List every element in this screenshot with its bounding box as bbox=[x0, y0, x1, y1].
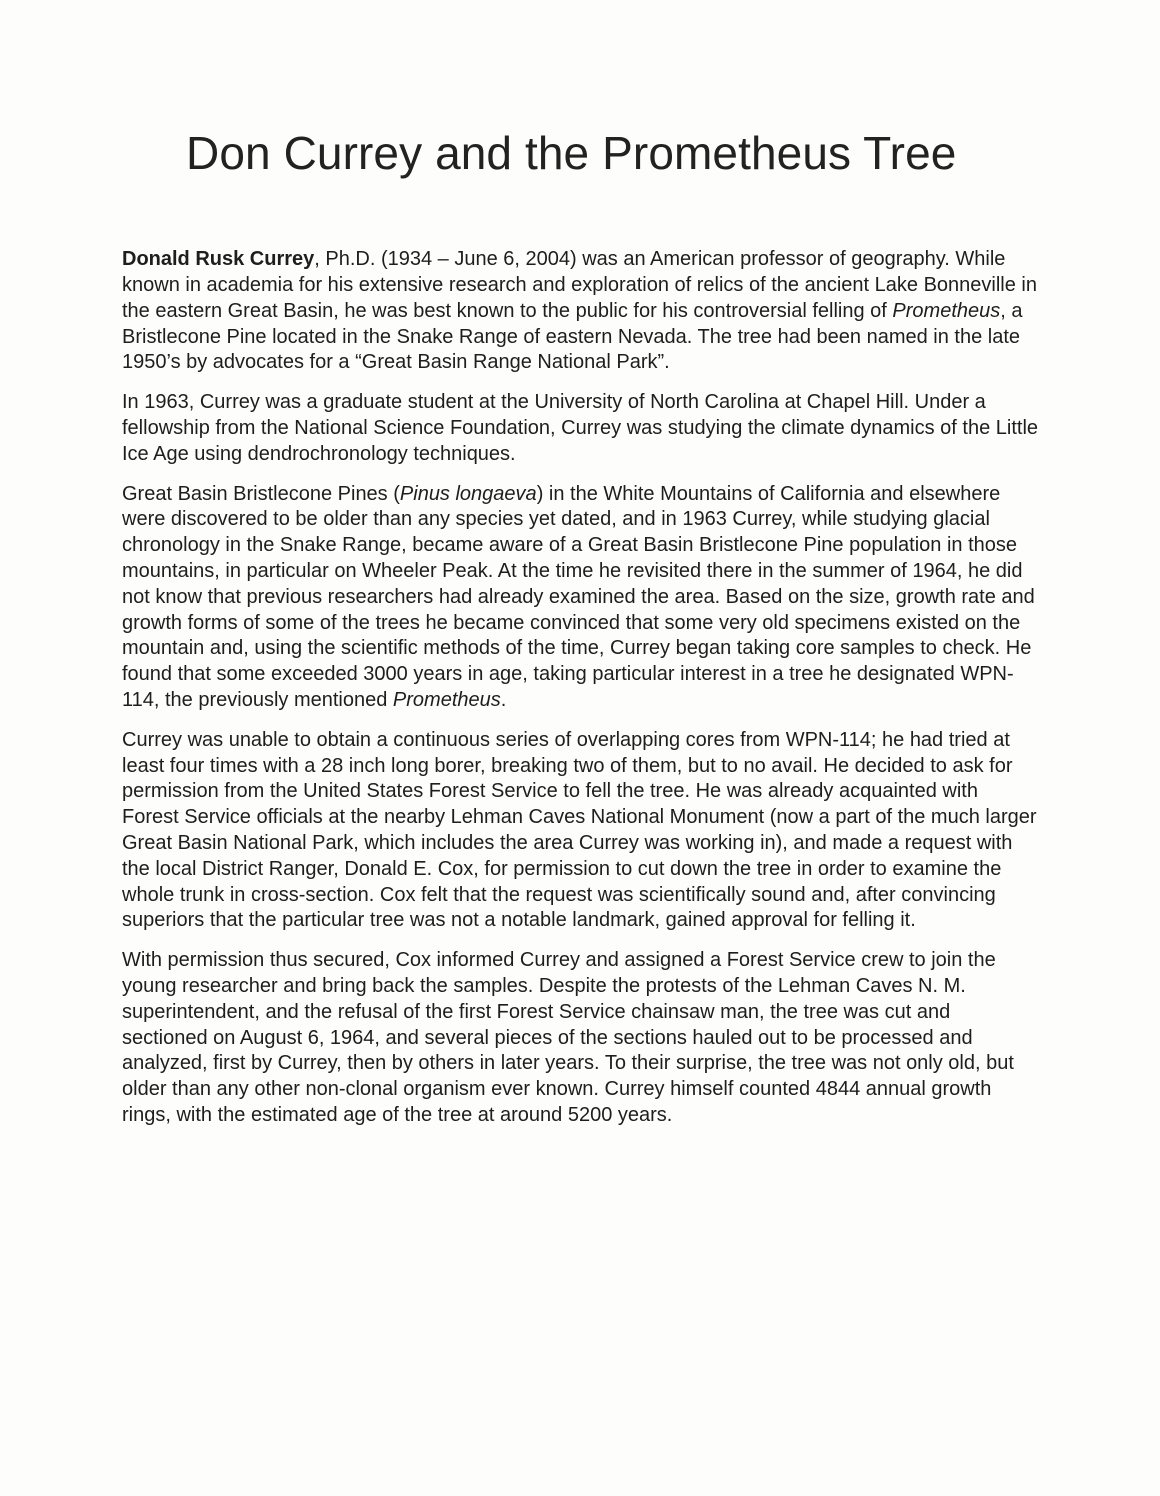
paragraph-1963 bbox=[122, 390, 1040, 467]
text-run: With permission thus secured, Cox informed Currey and assigned a Forest Service crew to join the young researcher and bring back the samples. Despite the protests of the Lehman Caves N. M. superintendent, and the refusal of the first Forest Service chainsaw man, the tree was cut and sectioned on August 6, 1964, and several pieces of the sections hauled out to be processed and analyzed, first by Currey, then by others in later years. To their surprise, the tree was not only old, but older than any other non-clonal organism ever known. Currey himself counted 4844 annual growth rings, with the estimated age of the tree at around 5200 years. bbox=[122, 949, 1014, 1126]
document-title: Don Currey and the Prometheus Tree bbox=[186, 127, 957, 179]
subject-name: Donald Rusk Currey bbox=[122, 248, 315, 271]
text-run: Great Basin Bristlecone Pines ( bbox=[122, 482, 400, 505]
text-run: Currey was unable to obtain a continuous series of overlapping cores from WPN-114; he had tried at least four times with a 28 inch long borer, breaking two of them, but to no avail. He decided to ask for permission from the United States Forest Service to fell the tree. He was already acquainted with Forest Service officials at the nearby Lehman Caves National Monument (now a part of the much larger Great Basin National Park, which includes the area Currey was working in), and made a request with the local District Ranger, Donald E. Cox, for permission to cut down the tree in order to examine the whole trunk in cross-section. Cox felt that the request was scientifically sound and, after convincing superiors that the particular tree was not a notable landmark, gained approval for felling it. bbox=[122, 728, 1037, 932]
text-run: . bbox=[500, 688, 507, 711]
species-name-emphasis: Pinus longaeva bbox=[399, 482, 537, 505]
text-run: , Ph.D. (1934 – June 6, 2004) was an American professor of geography. While known in academia for his extensive research and exploration of relics of the ancient Lake Bonneville in the eastern Great Basin, he was best known to the public for his controversial felling of bbox=[122, 248, 1037, 322]
document-body bbox=[122, 247, 1040, 1129]
text-run: ) in the White Mountains of California and elsewhere were discovered to be older than any species yet dated, and in 1963 Currey, while studying glacial chronology in the Snake Range, became aware of a Great Basin Bristlecone Pine population in those mountains, in particular on Wheeler Peak. At the time he revisited there in the summer of 1964, he did not know that previous researchers had already examined the area. Based on the size, growth rate and growth forms of some of the trees he became convinced that some very old specimens existed on the mountain and, using the scientific methods of the time, Currey began taking core samples to check. He found that some exceeded 3000 years in age, taking particular interest in a tree he designated WPN-114, the previously mentioned bbox=[122, 482, 1035, 711]
tree-name-emphasis: Prometheus bbox=[392, 688, 501, 711]
paragraph-intro bbox=[122, 247, 1040, 376]
tree-name-emphasis: Prometheus bbox=[892, 299, 1001, 322]
paragraph-permission bbox=[122, 728, 1040, 934]
paragraph-bristlecone bbox=[122, 482, 1040, 714]
text-run: , a Bristlecone Pine located in the Snake Range of eastern Nevada. The tree had been named in the late 1950’s by advocates for a “Great Basin Range National Park”. bbox=[122, 299, 1023, 374]
paragraph-felling bbox=[122, 948, 1040, 1129]
text-run: In 1963, Currey was a graduate student at the University of North Carolina at Chapel Hill. Under a fellowship from the National Science Foundation, Currey was studying the climate dynamics of the Little Ice Age using dendrochronology techniques. bbox=[122, 391, 1039, 465]
